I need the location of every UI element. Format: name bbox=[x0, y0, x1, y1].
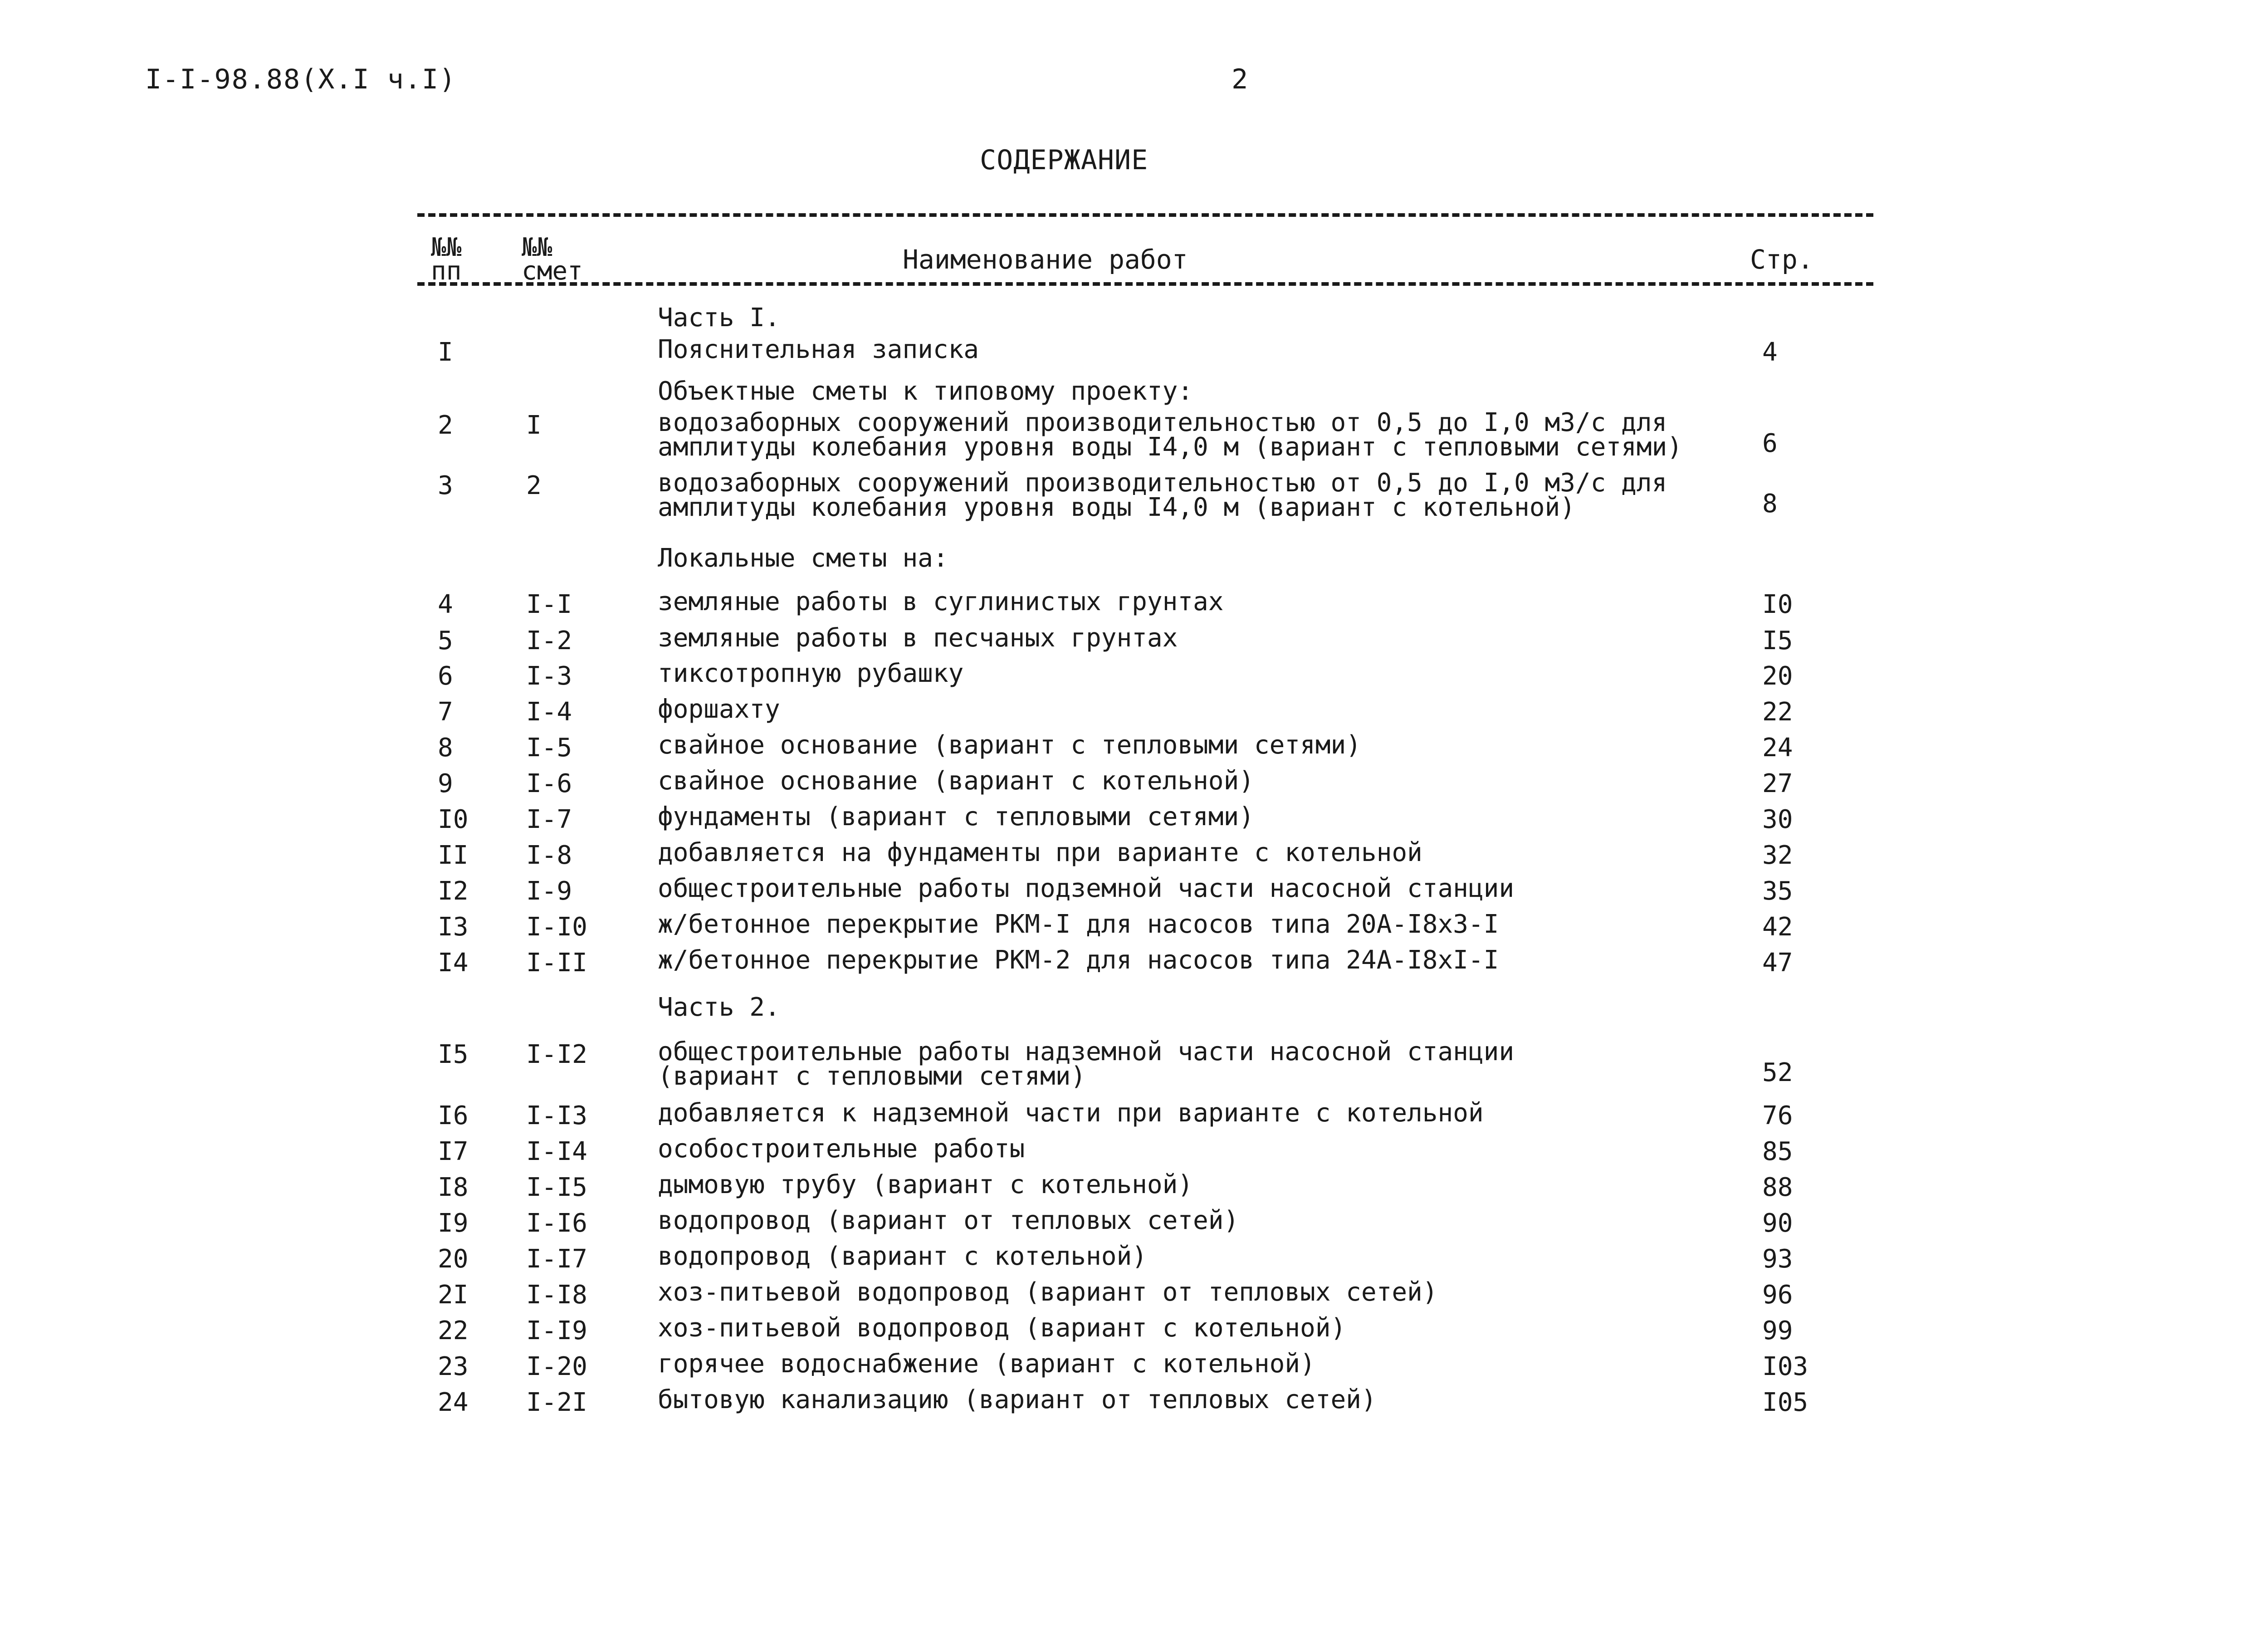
row-title-line: свайное основание (вариант с тепловыми сетями) bbox=[658, 730, 1361, 760]
row-estimate-number: I-8 bbox=[526, 841, 572, 870]
row-estimate-number: I-I4 bbox=[526, 1137, 587, 1166]
row-estimate-number: I-3 bbox=[526, 661, 572, 691]
header-no bbox=[431, 233, 462, 286]
row-page-number: 47 bbox=[1762, 948, 1793, 978]
row-title-line: хоз-питьевой водопровод (вариант с котельной) bbox=[658, 1313, 1346, 1343]
row-page-number: 27 bbox=[1762, 769, 1793, 798]
row-estimate-number: I-2 bbox=[526, 626, 572, 656]
row-estimate-number: I-I bbox=[526, 590, 572, 619]
header-estimate-top: №№ bbox=[522, 233, 552, 262]
row-title bbox=[658, 408, 1682, 462]
row-page-number: 6 bbox=[1762, 429, 1778, 458]
row-estimate-number: I-9 bbox=[526, 876, 572, 906]
row-title-line: горячее водоснабжение (вариант с котельной) bbox=[658, 1349, 1315, 1379]
row-title bbox=[658, 1170, 1193, 1199]
row-number: 20 bbox=[438, 1244, 469, 1274]
row-number: I2 bbox=[438, 876, 469, 906]
row-number: 2I bbox=[438, 1280, 469, 1310]
row-title bbox=[658, 1134, 1025, 1164]
row-number: I3 bbox=[438, 912, 469, 942]
row-title bbox=[658, 1208, 1239, 1233]
header-page: Стр. bbox=[1750, 244, 1813, 275]
row-title-line: водопровод (вариант с котельной) bbox=[658, 1242, 1147, 1271]
row-page-number: 32 bbox=[1762, 841, 1793, 870]
row-title-line: (вариант с тепловыми сетями) bbox=[658, 1062, 1086, 1091]
row-title-line: водопровод (вариант от тепловых сетей) bbox=[658, 1206, 1239, 1235]
row-page-number: I5 bbox=[1762, 626, 1793, 656]
row-title-line: ж/бетонное перекрытие РКМ-2 для насосов типа 24А-I8хI-I bbox=[658, 945, 1499, 975]
row-number: 4 bbox=[438, 590, 453, 619]
row-estimate-number: I-4 bbox=[526, 697, 572, 727]
row-title-line: земляные работы в суглинистых грунтах bbox=[658, 587, 1224, 616]
row-number: 8 bbox=[438, 733, 453, 763]
row-page-number: 42 bbox=[1762, 912, 1793, 942]
row-title-line: водозаборных сооружений производительностью от 0,5 до I,0 м3/с для bbox=[658, 408, 1667, 437]
document-code: I-I-98.88(X.I ч.I) bbox=[145, 64, 457, 95]
row-number: I5 bbox=[438, 1040, 469, 1069]
row-estimate-number: I-I0 bbox=[526, 912, 587, 942]
row-page-number: 30 bbox=[1762, 805, 1793, 834]
row-number: 22 bbox=[438, 1316, 469, 1345]
header-no-bottom: пп bbox=[431, 256, 462, 286]
row-page-number: 8 bbox=[1762, 489, 1778, 519]
row-title bbox=[658, 766, 1254, 796]
row-title bbox=[658, 661, 963, 686]
row-number: I6 bbox=[438, 1101, 469, 1130]
row-title bbox=[658, 335, 979, 364]
row-page-number: 93 bbox=[1762, 1244, 1793, 1274]
row-title bbox=[658, 468, 1667, 522]
row-title-line: водозаборных сооружений производительностью от 0,5 до I,0 м3/с для bbox=[658, 468, 1667, 498]
row-number: 2 bbox=[438, 411, 453, 440]
row-number: 23 bbox=[438, 1352, 469, 1381]
header-title: Наименование работ bbox=[903, 244, 1188, 275]
row-page-number: 24 bbox=[1762, 733, 1793, 763]
row-number: 7 bbox=[438, 697, 453, 727]
row-number: I8 bbox=[438, 1173, 469, 1202]
row-title-line: земляные работы в песчаных грунтах bbox=[658, 623, 1178, 653]
page-number: 2 bbox=[1232, 64, 1248, 95]
row-page-number: 4 bbox=[1762, 338, 1778, 367]
row-page-number: 96 bbox=[1762, 1280, 1793, 1310]
row-title-line: амплитуды колебания уровня воды I4,0 м (вариант с котельной) bbox=[658, 493, 1575, 522]
row-number: 5 bbox=[438, 626, 453, 656]
row-title-line: свайное основание (вариант с котельной) bbox=[658, 766, 1254, 796]
row-title-line: дымовую трубу (вариант с котельной) bbox=[658, 1170, 1193, 1199]
part2-label: Часть 2. bbox=[658, 993, 780, 1022]
row-estimate-number: I-I5 bbox=[526, 1173, 587, 1202]
row-number: 9 bbox=[438, 769, 453, 798]
row-page-number: 90 bbox=[1762, 1208, 1793, 1238]
row-number: 3 bbox=[438, 471, 453, 500]
row-title-line: добавляется на фундаменты при варианте с котельной bbox=[658, 838, 1422, 867]
row-title bbox=[658, 1385, 1377, 1414]
row-estimate-number: I-6 bbox=[526, 769, 572, 798]
row-title bbox=[658, 838, 1422, 867]
row-page-number: 52 bbox=[1762, 1058, 1793, 1087]
header-no-top: №№ bbox=[431, 233, 462, 262]
row-page-number: 99 bbox=[1762, 1316, 1793, 1345]
row-title-line: добавляется к надземной части при варианте с котельной bbox=[658, 1098, 1484, 1128]
row-number: I bbox=[438, 338, 453, 367]
row-title-line: общестроительные работы надземной части насосной станции bbox=[658, 1037, 1515, 1067]
row-title-line: фундаменты (вариант с тепловыми сетями) bbox=[658, 802, 1254, 832]
row-title bbox=[658, 912, 1499, 937]
row-title bbox=[658, 730, 1361, 760]
row-estimate-number: I-I9 bbox=[526, 1316, 587, 1345]
row-title bbox=[658, 1349, 1315, 1379]
row-page-number: 76 bbox=[1762, 1101, 1793, 1130]
row-estimate-number: I-20 bbox=[526, 1352, 587, 1381]
row-title-line: Пояснительная записка bbox=[658, 335, 979, 364]
row-title bbox=[658, 1277, 1438, 1307]
row-title bbox=[658, 587, 1224, 616]
row-page-number: 88 bbox=[1762, 1173, 1793, 1202]
row-number: I4 bbox=[438, 948, 469, 978]
header-estimate bbox=[522, 233, 583, 286]
row-title bbox=[658, 945, 1499, 975]
part1-label: Часть I. bbox=[658, 303, 780, 333]
row-page-number: 20 bbox=[1762, 661, 1793, 691]
row-estimate-number: I-I7 bbox=[526, 1244, 587, 1274]
row-estimate-number: I-I6 bbox=[526, 1208, 587, 1238]
row-number: 6 bbox=[438, 661, 453, 691]
row-title-line: тиксотропную рубашку bbox=[658, 659, 964, 688]
row-estimate-number: I bbox=[526, 411, 542, 440]
row-title-line: форшахту bbox=[658, 695, 780, 724]
row-estimate-number: I-2I bbox=[526, 1388, 587, 1417]
header-estimate-bottom: смет bbox=[522, 256, 583, 286]
row-title bbox=[658, 623, 1178, 653]
row-number: I7 bbox=[438, 1137, 469, 1166]
row-title-line: амплитуды колебания уровня воды I4,0 м (вариант с тепловыми сетями) bbox=[658, 432, 1682, 462]
row-title bbox=[658, 1244, 1147, 1269]
row-page-number: 85 bbox=[1762, 1137, 1793, 1166]
row-estimate-number: I-II bbox=[526, 948, 587, 978]
row-page-number: 35 bbox=[1762, 876, 1793, 906]
row-title bbox=[658, 802, 1254, 832]
row-number: II bbox=[438, 841, 469, 870]
row-title bbox=[658, 1313, 1346, 1343]
row-number: 24 bbox=[438, 1388, 469, 1417]
row-title bbox=[658, 876, 1514, 901]
object-estimates-label: Объектные сметы к типовому проекту: bbox=[658, 377, 1193, 406]
row-estimate-number: I-7 bbox=[526, 805, 572, 834]
row-title bbox=[658, 1037, 1515, 1091]
row-title-line: хоз-питьевой водопровод (вариант от тепловых сетей) bbox=[658, 1277, 1438, 1307]
row-estimate-number: I-I2 bbox=[526, 1040, 587, 1069]
row-page-number: I0 bbox=[1762, 590, 1793, 619]
row-page-number: I05 bbox=[1762, 1388, 1809, 1417]
row-page-number: I03 bbox=[1762, 1352, 1809, 1381]
row-estimate-number: I-5 bbox=[526, 733, 572, 763]
page-title: СОДЕРЖАНИЕ bbox=[980, 144, 1149, 176]
row-title bbox=[658, 697, 780, 722]
table-top-rule bbox=[417, 213, 1873, 217]
row-number: I0 bbox=[438, 805, 469, 834]
row-estimate-number: 2 bbox=[526, 471, 542, 500]
row-title bbox=[658, 1098, 1484, 1128]
row-title-line: бытовую канализацию (вариант от тепловых сетей) bbox=[658, 1385, 1377, 1414]
row-number: I9 bbox=[438, 1208, 469, 1238]
row-title-line: общестроительные работы подземной части насосной станции bbox=[658, 874, 1515, 903]
row-estimate-number: I-I8 bbox=[526, 1280, 587, 1310]
row-estimate-number: I-I3 bbox=[526, 1101, 587, 1130]
row-page-number: 22 bbox=[1762, 697, 1793, 727]
local-estimates-label: Локальные сметы на: bbox=[658, 543, 948, 573]
row-title-line: ж/бетонное перекрытие РКМ-I для насосов типа 20А-I8х3-I bbox=[658, 910, 1499, 939]
table-header-rule bbox=[417, 282, 1873, 286]
row-title-line: особостроительные работы bbox=[658, 1134, 1025, 1164]
